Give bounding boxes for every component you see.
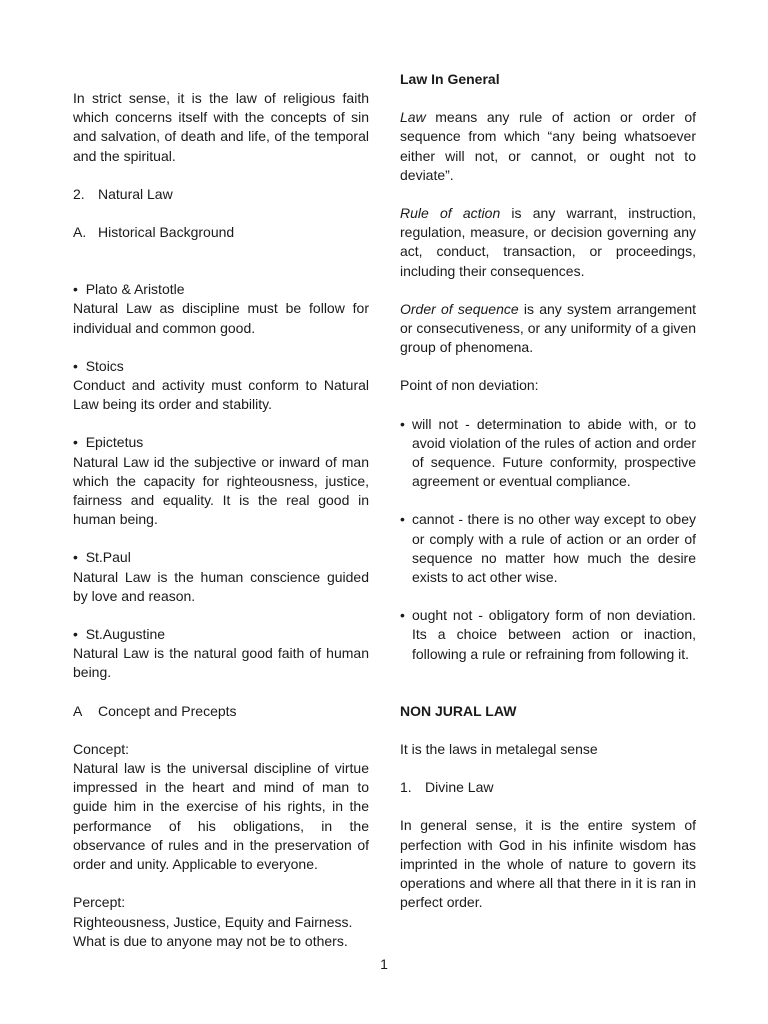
thinker-name-line xyxy=(73,548,369,567)
thinker-name: Epictetus xyxy=(85,434,144,451)
heading-law-in-general: Law In General xyxy=(400,71,500,87)
section-number: A. xyxy=(73,224,87,241)
thinker-text: Natural Law is the human conscience guided by love and reason. xyxy=(73,568,369,604)
percept-label: Percept: xyxy=(73,894,126,911)
section-divine-law xyxy=(400,778,696,797)
bullet-icon: • xyxy=(73,357,78,374)
concept-label: Concept: xyxy=(73,740,130,757)
thinker-name: St.Paul xyxy=(85,549,131,566)
point-text: cannot - there is no other way except to obey or comply with a rule of action or an order of sequence no matter how much the desire exists to act other wise. xyxy=(412,511,696,586)
thinker-block xyxy=(73,625,369,683)
rule-term: Rule of action xyxy=(400,205,501,222)
rule-def-text: is any warrant, instruction, regulation, measure, or decision governing any act, conduct, transaction, or proceedings, including their consequences. xyxy=(400,205,696,279)
section-title: Natural Law xyxy=(98,185,173,202)
thinker-name-line xyxy=(73,625,369,644)
section-concept-precepts xyxy=(73,702,369,721)
right-column xyxy=(400,70,696,913)
bullet-icon: • xyxy=(400,511,405,528)
bullet-icon: • xyxy=(73,281,78,298)
rule-of-action-definition xyxy=(400,204,696,281)
section-historical-background xyxy=(73,223,369,242)
thinker-block xyxy=(73,357,369,415)
section-number: A xyxy=(73,702,83,719)
thinker-name-line xyxy=(73,433,369,452)
point-label: Point of non deviation: xyxy=(400,377,539,394)
thinker-text: Conduct and activity must conform to Natural Law being its order and stability. xyxy=(73,377,369,413)
law-definition xyxy=(400,108,696,185)
concept-text: Natural law is the universal discipline of virtue impressed in the heart and mind of man to guide him in the exercise of his rights, in the performance of his obligations, in the observance of rules and in the preservation of order and unity. Applicable to everyone. xyxy=(73,760,369,873)
order-term: Order of sequence xyxy=(400,300,519,317)
thinker-name-line xyxy=(73,280,369,299)
thinker-block xyxy=(73,433,369,529)
point-item xyxy=(400,415,696,492)
point-item xyxy=(400,606,696,664)
percept-line: Righteousness, Justice, Equity and Fairness. xyxy=(73,913,353,930)
section-title: Concept and Precepts xyxy=(98,702,237,719)
thinker-block xyxy=(73,280,369,338)
order-def-text: is any system arrangement or consecutiveness, or any uniformity of a given group of phenomena. xyxy=(400,300,696,356)
thinker-text: Natural Law as discipline must be follow for individual and common good. xyxy=(73,300,369,336)
bullet-icon: • xyxy=(400,415,405,432)
section-title: Divine Law xyxy=(425,779,494,796)
intro-paragraph: In strict sense, it is the law of religious faith which concerns itself with the concepts of sin and salvation, of death and life, of the temporal and the spiritual. xyxy=(73,90,369,164)
bullet-icon: • xyxy=(73,434,78,451)
order-of-sequence-definition xyxy=(400,300,696,358)
law-def-text: means any rule of action or order of sequence from which “any being whatsoever either will not, or cannot, or ought not to deviate”. xyxy=(400,109,696,183)
heading-non-jural-law: NON JURAL LAW xyxy=(400,702,517,719)
point-item xyxy=(400,510,696,587)
thinker-name: Stoics xyxy=(85,357,124,374)
bullet-icon: • xyxy=(73,626,78,643)
point-text: will not - determination to abide with, or to avoid violation of the rules of action and order of sequence. Future conformity, prospective agreement or eventual compliance. xyxy=(412,415,696,490)
law-term: Law xyxy=(400,109,426,126)
point-text: ought not - obligatory form of non deviation. Its a choice between action or inaction, following a rule or refraining from following it. xyxy=(412,607,696,662)
thinker-block xyxy=(73,548,369,606)
bullet-icon: • xyxy=(400,607,405,624)
section-number: 1. xyxy=(400,779,412,796)
bullet-icon: • xyxy=(73,549,78,566)
thinker-name: Plato & Aristotle xyxy=(85,281,185,298)
section-natural-law xyxy=(73,185,369,204)
thinker-text: Natural Law is the natural good faith of human being. xyxy=(73,645,369,681)
left-column xyxy=(73,89,369,951)
thinker-name-line xyxy=(73,357,369,376)
page-number: 1 xyxy=(380,956,388,972)
non-jural-text: It is the laws in metalegal sense xyxy=(400,741,598,758)
section-number: 2. xyxy=(73,185,85,202)
divine-law-text: In general sense, it is the entire system of perfection with God in his infinite wisdom has imprinted in the whole of nature to govern its operations and where all that there in it is ran in perfect order. xyxy=(400,817,696,911)
percept-line: What is due to anyone may not be to others. xyxy=(73,932,348,949)
thinker-text: Natural Law id the subjective or inward of man which the capacity for righteousness, justice, fairness and equality. It is the real good in human being. xyxy=(73,453,369,528)
thinker-name: St.Augustine xyxy=(85,626,166,643)
section-title: Historical Background xyxy=(98,224,235,241)
